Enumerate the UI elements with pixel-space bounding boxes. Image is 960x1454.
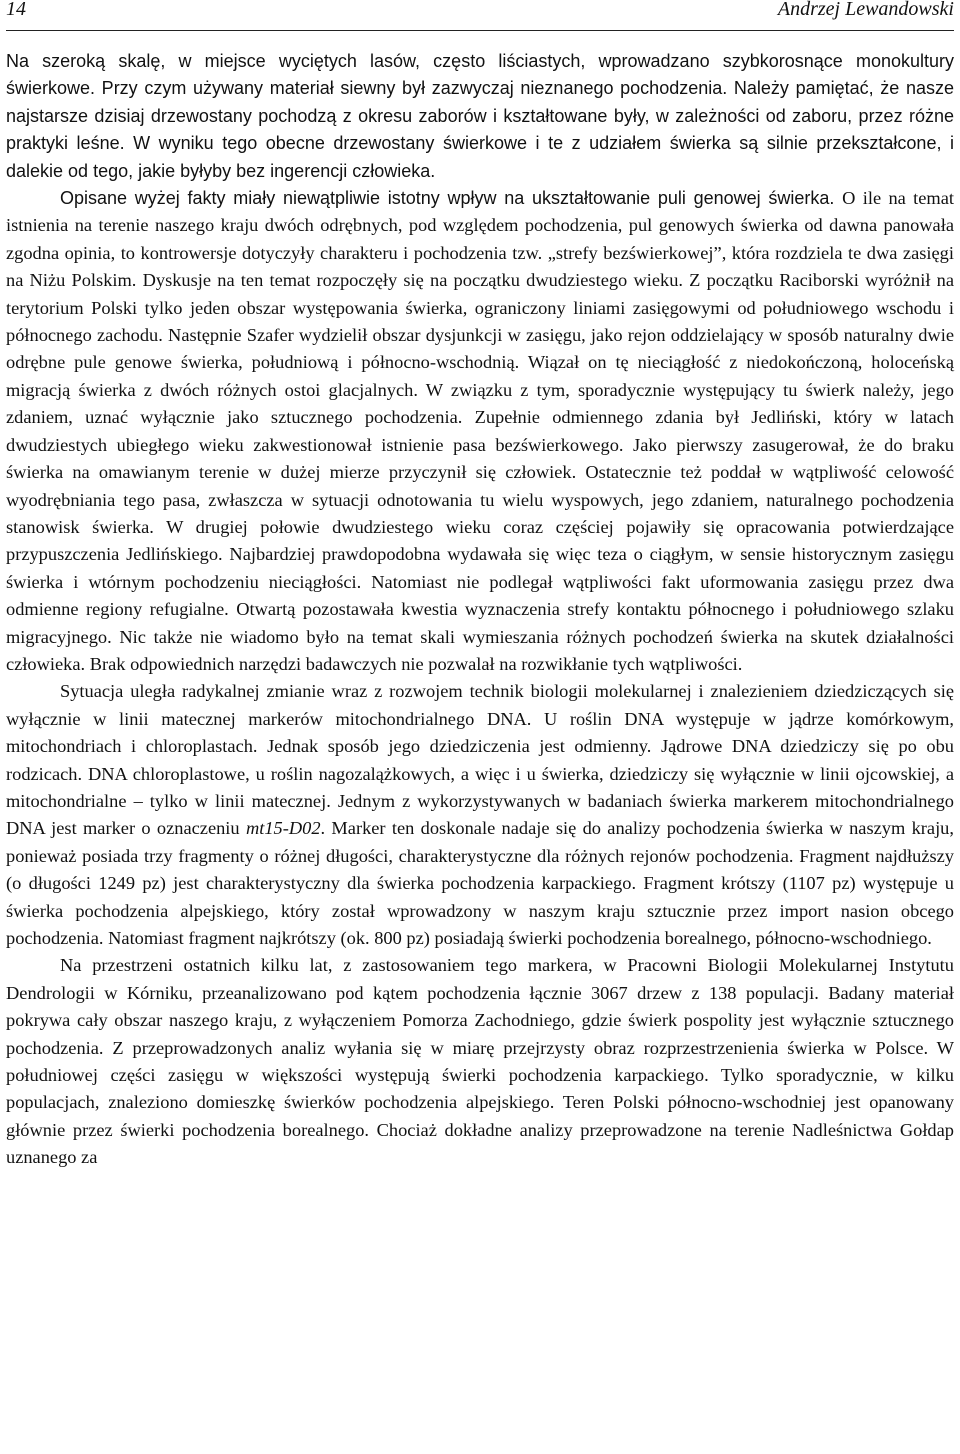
paragraph xyxy=(6,185,954,678)
paragraph-text: Sytuacja uległa radykalnej zmianie wraz z rozwojem technik biologii molekularnej i znalezieniem dziedziczących się wyłącznie w linii matecznej markerów mitochondrialnego DNA. U roślin DNA występuje w jądrze komórkowym, mitochondriach i chloroplastach. Jednak sposób jego dziedziczenia jest odmienny. Jądrowe DNA dziedziczy się po obu rodzicach. DNA chloroplastowe, u roślin nagozalążkowych, a więc i u świerka, dziedziczy się wyłącznie w linii ojcowskiej, a mitochondrialne – tylko w linii matecznej. Jednym z wykorzystywanych w badaniach świerka markerem mitochondrialnego DNA jest marker o oznaczeniu xyxy=(6,681,954,839)
paragraph-text: Opisane wyżej fakty miały niewątpliwie istotny wpływ na ukształtowanie puli genowej świerka. xyxy=(60,188,843,209)
body-text xyxy=(6,48,954,1172)
marker-name: mt15-D02 xyxy=(245,818,321,839)
paragraph xyxy=(6,952,954,1171)
paragraph-text: . Marker ten doskonale nadaje się do analizy pochodzenia świerka w naszym kraju, ponieważ posiada trzy fragmenty o różnej długości, charakterystyczne dla różnych rejonów pochodzenia. Fragment najdłuższy (o długości 1249 pz) jest charakterystyczny dla świerka pochodzenia karpackiego. Fragment krótszy (1107 pz) występuje u świerka pochodzenia alpejskiego, który został wprowadzony w naszym kraju sztucznie przez import nasion obcego pochodzenia. Natomiast fragment najkrótszy (ok. 800 pz) posiadają świerki pochodzenia borealnego, północno-wschodniego. xyxy=(6,818,954,948)
paragraph-text: Na szeroką skalę, w miejsce wyciętych lasów, często liściastych, wprowadzano szybkorosnące monokultury świerkowe. Przy czym używany materiał siewny był zazwyczaj nieznanego pochodzenia. Należy pamiętać, że nasze najstarsze dzisiaj drzewostany pochodzą z okresu zaborów i kształtowane były, w zależności od zaboru, przez różne praktyki leśne. W wyniku tego obecne drzewostany świerkowe i te z udziałem świerka są silnie przekształcone, i dalekie od tego, jakie byłyby bez ingerencji człowieka. xyxy=(6,51,954,181)
paragraph xyxy=(6,678,954,952)
paragraph-text: Na przestrzeni ostatnich kilku lat, z zastosowaniem tego markera, w Pracowni Biologii Molekularnej Instytutu Dendrologii w Kórniku, przeanalizowano pod kątem pochodzenia łącznie 3067 drzew z 138 populacji. Badany materiał pokrywa cały obszar naszego kraju, z wyłączeniem Pomorza Zachodniego, gdzie świerk pospolity jest wyłącznie sztucznego pochodzenia. Z przeprowadzonych analiz wyłania się w miarę przejrzysty obraz rozprzestrzenienia świerka w Polsce. W południowej części zasięgu w większości występują świerki pochodzenia karpackiego. Tylko sporadycznie, w kilku populacjach, znaleziono domieszkę świerków pochodzenia alpejskiego. Teren Polski północno-wschodniej jest opanowany głównie przez świerki pochodzenia borealnego. Chociaż dokładne analizy przeprowadzone na terenie Nadleśnictwa Gołdap uznanego za xyxy=(6,955,954,1168)
running-author: Andrzej Lewandowski xyxy=(777,0,954,20)
paragraph xyxy=(6,48,954,185)
paragraph-text: O ile na temat istnienia na terenie naszego kraju dwóch odrębnych, pod względem pochodzenia, pul genowych świerka od dawna panowała zgodna opinia, to kontrowersje dotyczyły charakteru i pochodzenia tzw. „strefy bezświerkowej”, która rozdziela te dwa zasięgi na Niżu Polskim. Dyskusje na ten temat rozpoczęły się na początku dwudziestego wieku. Z początku Raciborski wyróżnił na terytorium Polski tylko jeden obszar występowania świerka, ograniczony liniami zasięgowymi od południowego wschodu i północnego zachodu. Następnie Szafer wydzielił obszar dysjunkcji w zasięgu, jako rejon oddzielający w sposób naturalny dwie odrębne pule genowe świerka, południową i północno-wschodnią. Wiązał on tę nieciągłość z niedokończoną, holoceńską migracją świerka z dwóch różnych ostoi glacjalnych. W związku z tym, sporadycznie występujący tu świerk należy, jego zdaniem, uznać wyłącznie jako sztucznego pochodzenia. Zupełnie odmiennego zdania był Jedliński, który w latach dwudziestych ubiegłego wieku zakwestionował istnienie pasa bezświerkowego. Jako pierwszy zasugerował, że do braku świerka na omawianym terenie w dużej mierze przyczynił się człowiek. Ostatecznie też poddał w wątpliwość celowość wyodrębniania tego pasa, zwłaszcza w sytuacji odnotowania tu wielu wyspowych, jego zdaniem, naturalnego pochodzenia stanowisk świerka. W drugiej połowie dwudziestego wieku coraz częściej pojawiły się opracowania potwierdzające przypuszczenia Jedlińskiego. Najbardziej prawdopodobna wydawała się więc teza o ciągłym, w sensie historycznym zasięgu świerka i wtórnym pochodzeniu nieciągłości. Natomiast nie podlegał wątpliwości fakt uformowania zasięgu przez dwa odmienne regiony refugialne. Otwartą pozostawała kwestia wyznaczenia strefy kontaktu północnego i południowego szlaku migracyjnego. Nic także nie wiadomo było na temat skali wymieszania różnych pochodzeń świerka na skutek działalności człowieka. Brak odpowiednich narzędzi badawczych nie pozwalał na rozwikłanie tych wątpliwości. xyxy=(6,188,954,674)
running-header xyxy=(6,0,954,31)
page-number: 14 xyxy=(6,0,26,20)
